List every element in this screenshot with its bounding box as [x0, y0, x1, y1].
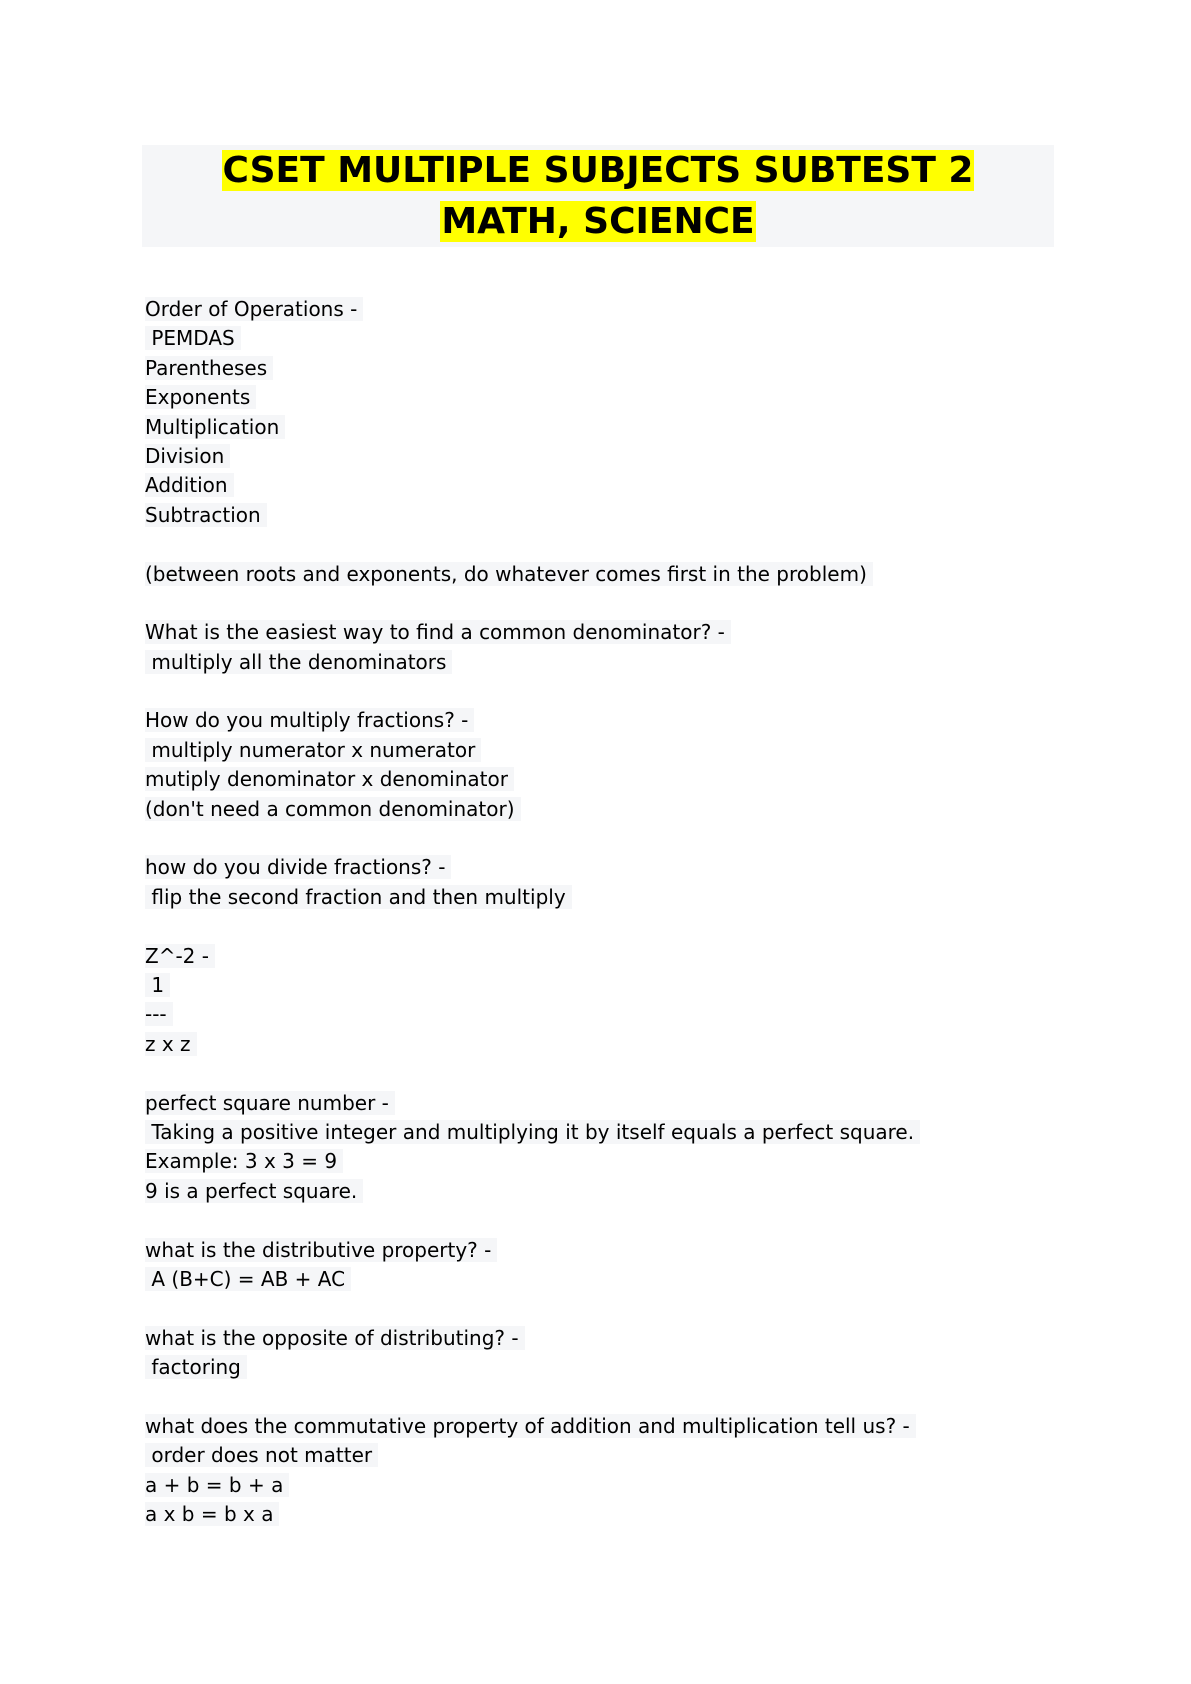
flashcard: [145, 706, 1045, 824]
card-definition-line: (don't need a common denominator): [145, 795, 1045, 824]
card-definition-line: a + b = b + a: [145, 1471, 1045, 1500]
flashcard-list: [145, 295, 1045, 1529]
card-definition-line: a x b = b x a: [145, 1500, 1045, 1529]
card-definition-line: 1: [145, 971, 1045, 1000]
card-definition-line: 9 is a perfect square.: [145, 1177, 1045, 1206]
flashcard-note: [145, 560, 1045, 589]
flashcard: [145, 618, 1045, 677]
spacer: [145, 1382, 1045, 1411]
card-definition-line: Exponents: [145, 383, 1045, 412]
flashcard: [145, 942, 1045, 1060]
card-term: what is the opposite of distributing? -: [145, 1324, 1045, 1353]
card-definition-line: factoring: [145, 1353, 1045, 1382]
card-definition-line: multiply all the denominators: [145, 648, 1045, 677]
spacer: [145, 589, 1045, 618]
spacer: [145, 530, 1045, 559]
card-definition-line: Subtraction: [145, 501, 1045, 530]
spacer: [145, 1206, 1045, 1235]
card-term: Z^-2 -: [145, 942, 1045, 971]
flashcard: [145, 853, 1045, 912]
title-line-1: CSET MULTIPLE SUBJECTS SUBTEST 2: [222, 150, 974, 191]
card-term: how do you divide fractions? -: [145, 853, 1045, 882]
card-definition-line: Taking a positive integer and multiplying it by itself equals a perfect square.: [145, 1118, 1045, 1147]
flashcard: [145, 295, 1045, 530]
card-definition-line: Division: [145, 442, 1045, 471]
flashcard: [145, 1236, 1045, 1295]
spacer: [145, 1059, 1045, 1088]
card-definition-line: PEMDAS: [145, 324, 1045, 353]
spacer: [145, 912, 1045, 941]
card-term: what is the distributive property? -: [145, 1236, 1045, 1265]
spacer: [145, 677, 1045, 706]
card-note: (between roots and exponents, do whatever comes first in the problem): [145, 560, 1045, 589]
card-term: How do you multiply fractions? -: [145, 706, 1045, 735]
card-definition-line: mutiply denominator x denominator: [145, 765, 1045, 794]
card-term: What is the easiest way to find a common denominator? -: [145, 618, 1045, 647]
flashcard: [145, 1412, 1045, 1530]
card-term: perfect square number -: [145, 1089, 1045, 1118]
card-term: Order of Operations -: [145, 295, 1045, 324]
card-definition-line: order does not matter: [145, 1441, 1045, 1470]
card-definition-line: A (B+C) = AB + AC: [145, 1265, 1045, 1294]
spacer: [145, 1294, 1045, 1323]
card-definition-line: z x z: [145, 1030, 1045, 1059]
card-definition-line: Parentheses: [145, 354, 1045, 383]
card-definition-line: Example: 3 x 3 = 9: [145, 1147, 1045, 1176]
card-definition-line: Multiplication: [145, 413, 1045, 442]
spacer: [145, 824, 1045, 853]
flashcard: [145, 1089, 1045, 1207]
card-term: what does the commutative property of addition and multiplication tell us? -: [145, 1412, 1045, 1441]
title-line-2: MATH, SCIENCE: [441, 201, 755, 242]
card-definition-line: Addition: [145, 471, 1045, 500]
card-definition-line: ---: [145, 1000, 1045, 1029]
card-definition-line: multiply numerator x numerator: [145, 736, 1045, 765]
document-title: [142, 145, 1054, 247]
card-definition-line: flip the second fraction and then multiply: [145, 883, 1045, 912]
flashcard: [145, 1324, 1045, 1383]
